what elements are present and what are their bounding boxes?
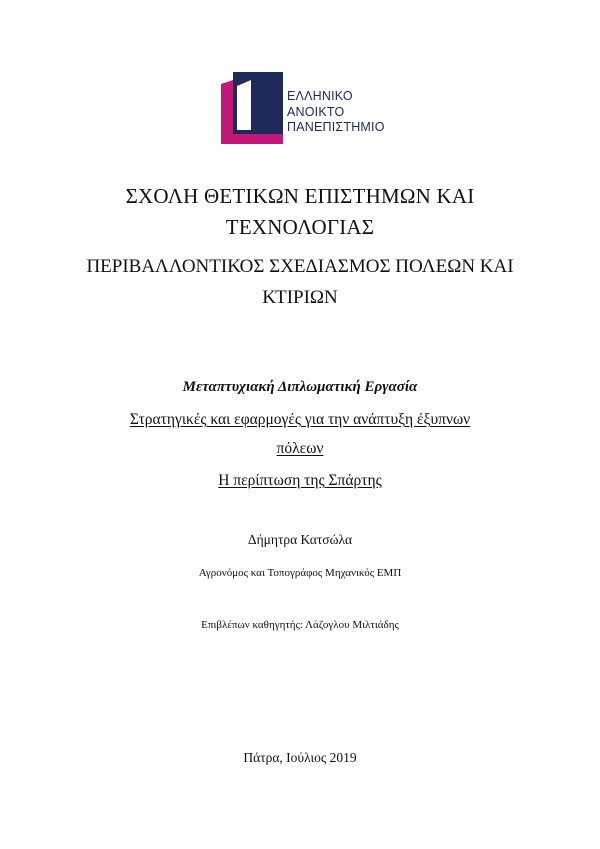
logo-line-2: ΑΝΟΙΚΤΟ bbox=[287, 104, 345, 119]
thesis-type: Μεταπτυχιακή Διπλωματική Εργασία bbox=[182, 379, 418, 395]
program-name-line-1: ΠΕΡΙΒΑΛΛΟΝΤΙΚΟΣ ΣΧΕΔΙΑΣΜΟΣ ΠΟΛΕΩΝ ΚΑΙ bbox=[86, 256, 514, 277]
supervisor: Επιβλέπων καθηγητής: Λάζογλου Μιλτιάδης bbox=[201, 619, 399, 631]
thesis-title-line-1: Στρατηγικές και εφαρμογές για την ανάπτυξη έξυπνων bbox=[129, 411, 471, 428]
thesis-subtitle: Η περίπτωση της Σπάρτης bbox=[218, 472, 382, 489]
logo-line-1: ΕΛΛΗΝΙΚΟ bbox=[287, 89, 353, 103]
school-name-line-2: ΤΕΧΝΟΛΟΓΙΑΣ bbox=[225, 215, 375, 239]
program-name-line-2: ΚΤΙΡΙΩΝ bbox=[262, 287, 338, 308]
logo-line-3: ΠΑΝΕΠΙΣΤΗΜΙΟ bbox=[287, 120, 385, 134]
author-degree: Αγρονόμος και Τοπογράφος Μηχανικός ΕΜΠ bbox=[198, 567, 402, 579]
thesis-title-line-2: πόλεων bbox=[276, 440, 324, 457]
author-name: Δήμητρα Κατσώλα bbox=[247, 532, 353, 547]
university-logo bbox=[221, 72, 421, 144]
school-name-line-1: ΣΧΟΛΗ ΘΕΤΙΚΩΝ ΕΠΙΣΤΗΜΩΝ ΚΑΙ bbox=[125, 184, 475, 208]
place-date: Πάτρα, Ιούλιος 2019 bbox=[243, 750, 357, 765]
eap-logo-icon bbox=[221, 72, 283, 144]
logo-text bbox=[287, 89, 385, 136]
